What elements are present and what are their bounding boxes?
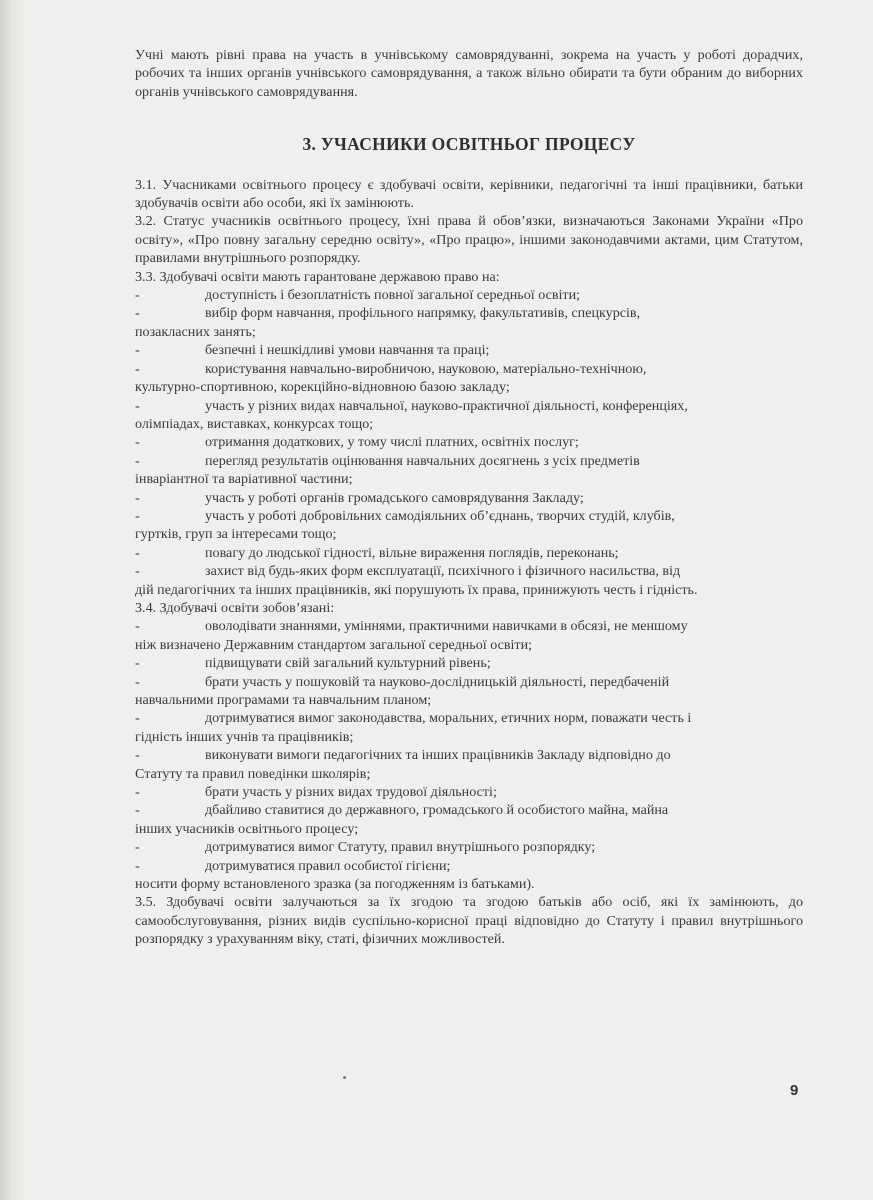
list-item <box>135 489 803 507</box>
list-item-text: участь у роботі добровільних самодіяльних об’єднань, творчих студій, клубів, <box>205 507 675 524</box>
duties-list <box>135 617 803 875</box>
list-dash: - <box>135 342 140 359</box>
list-item-text: користування навчально-виробничою, науковою, матеріально-технічною, <box>205 360 647 377</box>
list-dash: - <box>135 839 140 856</box>
list-item <box>135 507 803 544</box>
list-dash: - <box>135 802 140 819</box>
list-item <box>135 709 803 746</box>
list-item <box>135 286 803 304</box>
page-number: 9 <box>790 1082 799 1099</box>
list-item-text: виконувати вимоги педагогічних та інших працівників Закладу відповідно до <box>205 747 671 764</box>
uniform-line: носити форму встановленого зразка (за погодженням із батьками). <box>135 876 535 893</box>
paragraph-3-2: 3.2. Статус учасників освітнього процесу, їхні права й обов’язки, визначаються Законами України «Про освіту», «Про повну загальну середню освіту», «Про працю», іншими законодавчими актами, цим Статутом, правилами внутрішнього розпорядку. <box>135 213 803 267</box>
paragraph-3-4: 3.4. Здобувачі освіти зобов’язані: <box>135 599 335 616</box>
rights-list <box>135 286 803 599</box>
paragraph-3-3: 3.3. Здобувачі освіти мають гарантоване державою право на: <box>135 268 500 285</box>
list-dash: - <box>135 747 140 764</box>
intro-paragraph: Учні мають рівні права на участь в учнівському самоврядуванні, зокрема на участь у роботі дорадчих, робочих та інших органів учнівського самоврядування, а також вільно обирати та бути обраним до виборних органів учнівського самоврядування. <box>135 47 803 100</box>
list-item-text: дбайливо ставитися до державного, громадського й особистого майна, майна <box>205 802 669 819</box>
list-item-continuation: інших учасників освітнього процесу; <box>135 820 359 837</box>
list-dash: - <box>135 489 140 506</box>
list-item-text: дотримуватися вимог Статуту, правил внутрішнього розпорядку; <box>205 839 596 856</box>
list-item-continuation: культурно-спортивною, корекційно-відновною базою закладу; <box>135 379 510 396</box>
list-item-text: брати участь у різних видах трудової діяльності; <box>205 784 497 801</box>
list-item-continuation: позакласних занять; <box>135 323 256 340</box>
list-dash: - <box>135 655 140 672</box>
list-item-text: дотримуватися вимог законодавства, моральних, етичних норм, поважати честь і <box>205 710 692 727</box>
list-dash: - <box>135 544 140 561</box>
list-item-continuation: олімпіадах, виставках, конкурсах тощо; <box>135 415 374 432</box>
list-item-text: підвищувати свій загальний культурний рівень; <box>205 655 491 672</box>
list-item-text: брати участь у пошуковій та науково-дослідницькій діяльності, передбаченій <box>205 673 670 690</box>
list-item <box>135 304 803 341</box>
list-item-text: вибір форм навчання, профільного напрямку, факультативів, спецкурсів, <box>205 305 641 322</box>
list-item <box>135 857 803 875</box>
list-item-text: участь у роботі органів громадського самоврядування Закладу; <box>205 489 584 506</box>
list-dash: - <box>135 857 140 874</box>
list-item-text: повагу до людської гідності, вільне вираження поглядів, переконань; <box>205 544 619 561</box>
list-item-text: дотримуватися правил особистої гігієни; <box>205 857 451 874</box>
list-item-continuation: інваріантної та варіативної частини; <box>135 471 353 488</box>
list-dash: - <box>135 673 140 690</box>
list-item-text: перегляд результатів оцінювання навчальних досягнень з усіх предметів <box>205 452 640 469</box>
list-item-continuation: дій педагогічних та інших працівників, які порушують їх права, принижують честь і гідність. <box>135 581 698 598</box>
list-item <box>135 746 803 783</box>
list-dash: - <box>135 397 140 414</box>
list-item-text: оволодівати знаннями, уміннями, практичними навичками в обсязі, не меншому <box>205 618 688 635</box>
list-item <box>135 801 803 838</box>
list-dash: - <box>135 360 140 377</box>
list-item <box>135 617 803 654</box>
list-item-text: безпечні і нешкідливі умови навчання та праці; <box>205 342 490 359</box>
scan-speck <box>343 1076 346 1079</box>
document-page <box>135 46 803 949</box>
list-dash: - <box>135 507 140 524</box>
list-item <box>135 562 803 599</box>
list-item <box>135 341 803 359</box>
paragraph-3-5: 3.5. Здобувачі освіти залучаються за їх згодою та згодою батьків або осіб, які їх замінюють, до самообслуговування, різних видів суспільно-корисної праці відповідно до Статуту і правил внутрішнього розпорядку з урахуванням віку, статі, фізичних можливостей. <box>135 894 803 948</box>
list-item-continuation: гідність інших учнів та працівників; <box>135 728 354 745</box>
binding-shadow <box>0 0 26 1200</box>
list-dash: - <box>135 434 140 451</box>
list-item <box>135 838 803 856</box>
list-item <box>135 783 803 801</box>
list-item <box>135 673 803 710</box>
list-item <box>135 397 803 434</box>
list-item <box>135 433 803 451</box>
list-dash: - <box>135 784 140 801</box>
list-item-text: участь у різних видах навчальної, науково-практичної діяльності, конференціях, <box>205 397 688 414</box>
list-item <box>135 360 803 397</box>
section-title: 3. УЧАСНИКИ ОСВІТНЬОГ ПРОЦЕСУ <box>302 134 636 155</box>
list-item-continuation: Статуту та правил поведінки школярів; <box>135 765 371 782</box>
list-dash: - <box>135 563 140 580</box>
list-dash: - <box>135 452 140 469</box>
list-dash: - <box>135 618 140 635</box>
list-item <box>135 452 803 489</box>
list-dash: - <box>135 287 140 304</box>
list-item-continuation: ніж визначено Державним стандартом загальної середньої освіти; <box>135 636 533 653</box>
list-item-text: доступність і безоплатність повної загальної середньої освіти; <box>205 287 581 304</box>
list-item <box>135 654 803 672</box>
list-item-text: захист від будь-яких форм експлуатації, психічного і фізичного насильства, від <box>205 563 681 580</box>
list-item-continuation: гуртків, груп за інтересами тощо; <box>135 526 337 543</box>
list-dash: - <box>135 305 140 322</box>
list-item <box>135 544 803 562</box>
list-item-continuation: навчальними програмами та навчальним планом; <box>135 692 432 708</box>
list-dash: - <box>135 710 140 727</box>
paragraph-3-1: 3.1. Учасниками освітнього процесу є здобувачі освіти, керівники, педагогічні та інші працівники, батьки здобувачів освіти або особи, які їх замінюють. <box>135 176 803 212</box>
list-item-text: отримання додаткових, у тому числі платних, освітніх послуг; <box>205 434 579 451</box>
